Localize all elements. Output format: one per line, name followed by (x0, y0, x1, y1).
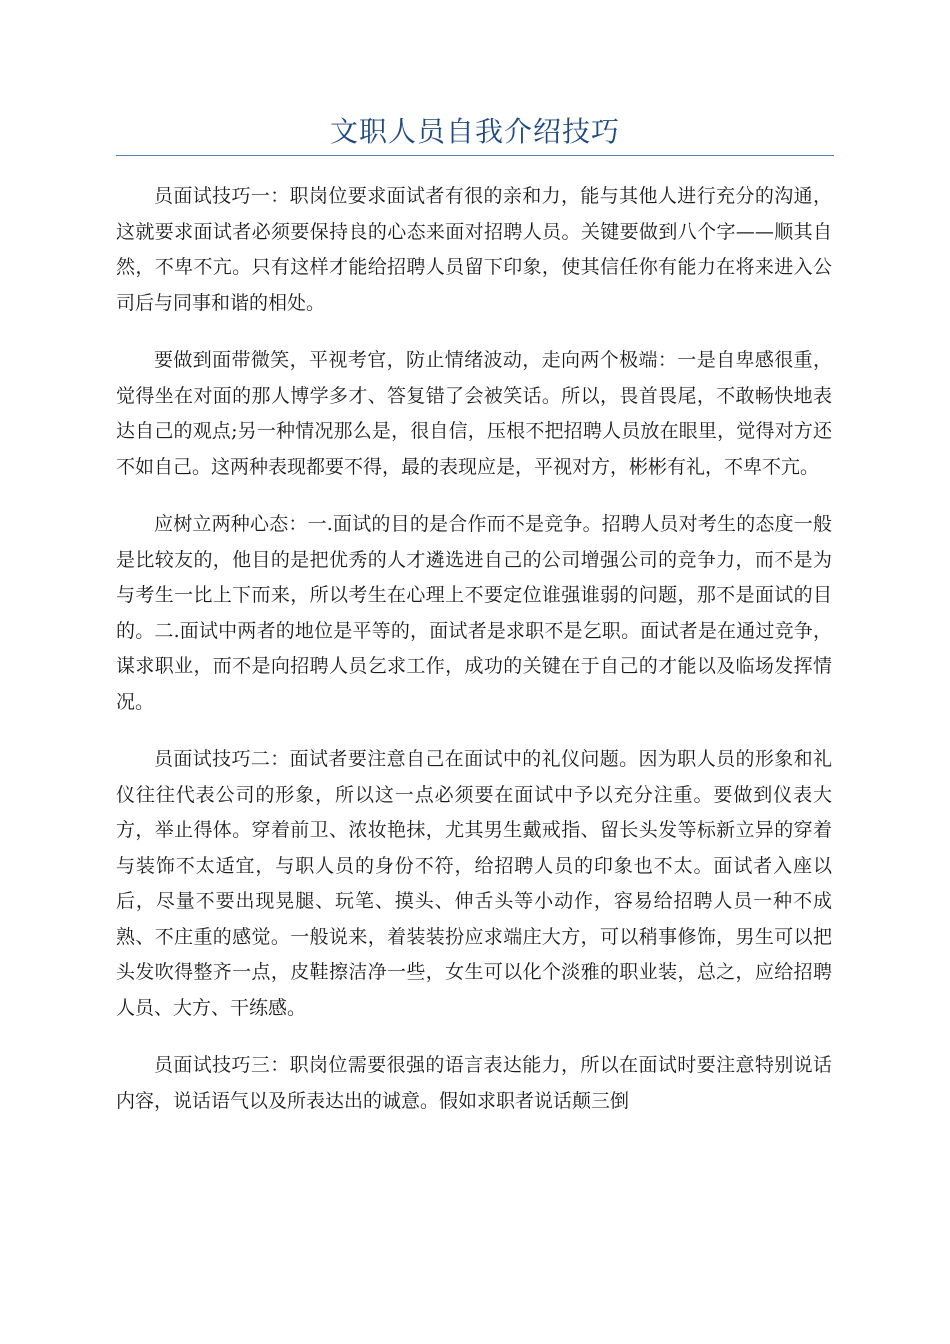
paragraph-1: 员面试技巧一：职岗位要求面试者有很的亲和力，能与其他人进行充分的沟通，这就要求面试者必须要保持良的心态来面对招聘人员。关键要做到八个字——顺其自然，不卑不亢。只有这样才能给招聘人员留下印象，使其信任你有能力在将来进入公司后与同事和谐的相处。 (116, 185, 832, 314)
document-body (116, 179, 832, 1141)
paragraph-5: 员面试技巧三：职岗位需要很强的语言表达能力，所以在面试时要注意特别说话内容，说话语气以及所表达出的诚意。假如求职者说话颠三倒 (116, 1054, 832, 1112)
paragraph-3: 应树立两种心态：一.面试的目的是合作而不是竞争。招聘人员对考生的态度一般是比较友的，他目的是把优秀的人才遴选进自己的公司增强公司的竞争力，而不是为与考生一比上下而来，所以考生在心理上不要定位谁强谁弱的问题，那不是面试的目的。二.面试中两者的地位是平等的，面试者是求职不是乞职。面试者是在通过竞争，谋求职业，而不是向招聘人员乞求工作，成功的关键在于自己的才能以及临场发挥情况。 (116, 513, 832, 713)
document-title: 文职人员自我介绍技巧 (329, 115, 620, 148)
title-underline (116, 155, 834, 156)
paragraph-4: 员面试技巧二：面试者要注意自己在面试中的礼仪问题。因为职人员的形象和礼仪往往代表公司的形象，所以这一点必须要在面试中予以充分注重。要做到仪表大方，举止得体。穿着前卫、浓妆艳抹，尤其男生戴戒指、留长头发等标新立异的穿着与装饰不太适宜，与职人员的身份不符，给招聘人员的印象也不太。面试者入座以后，尽量不要出现晃腿、玩笔、摸头、伸舌头等小动作，容易给招聘人员一种不成熟、不庄重的感觉。一般说来，着装装扮应求端庄大方，可以稍事修饰，男生可以把头发吹得整齐一点，皮鞋擦洁净一些，女生可以化个淡雅的职业装，总之，应给招聘人员、大方、干练感。 (116, 748, 832, 1019)
paragraph-2: 要做到面带微笑，平视考官，防止情绪波动，走向两个极端：一是自卑感很重，觉得坐在对面的那人博学多才、答复错了会被笑话。所以，畏首畏尾，不敢畅快地表达自己的观点;另一种情况那么是，很自信，压根不把招聘人员放在眼里，觉得对方还不如自己。这两种表现都要不得，最的表现应是，平视对方，彬彬有礼，不卑不亢。 (116, 349, 832, 478)
